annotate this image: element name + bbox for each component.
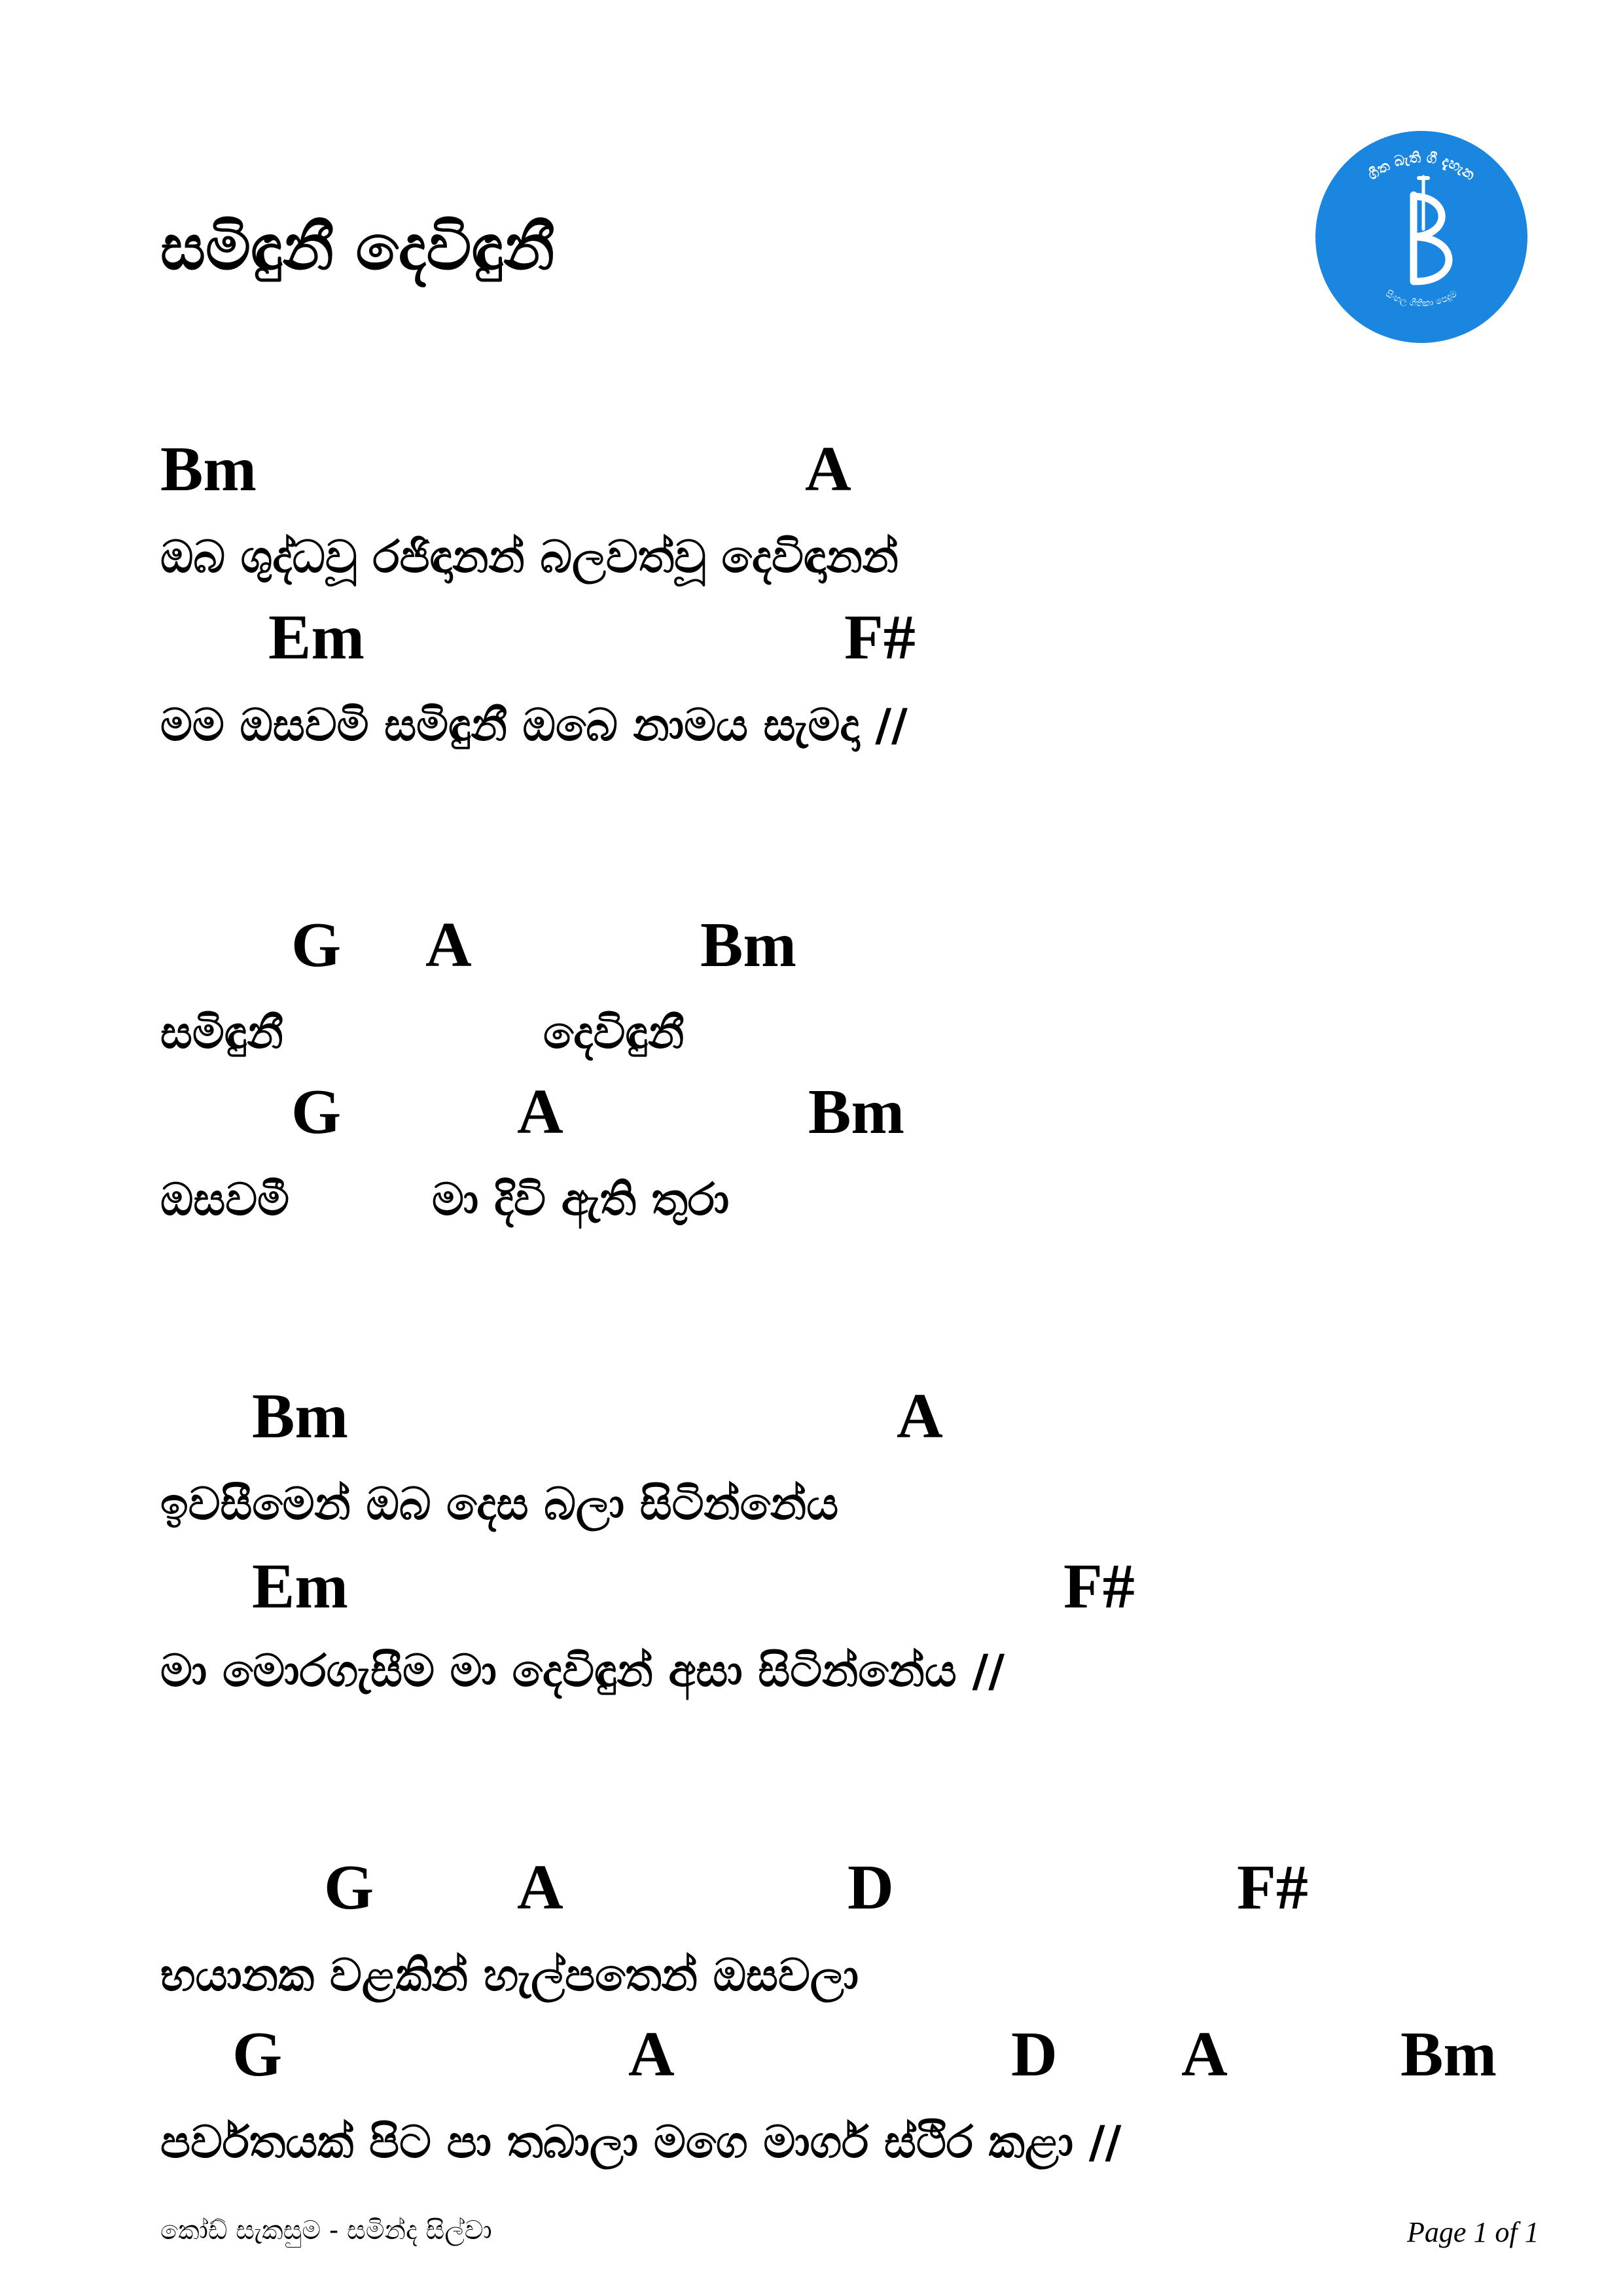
chord: F# bbox=[1237, 1852, 1308, 1923]
lyric-text: පර්වතයක් පිට පා තබාලා මගෙ මාර්ග ස්ථිර කළා // bbox=[160, 2117, 1122, 2168]
footer-credit: කෝඩ් සැකසුම - සමින්ද සිල්වා bbox=[160, 2215, 492, 2246]
chord: A bbox=[425, 910, 472, 980]
chord: A bbox=[897, 1381, 943, 1452]
chord: Bm bbox=[1400, 2019, 1497, 2090]
lyric-text: මා මොරගැසීම මා දෙවිඳුන් අසා සිටින්නේය // bbox=[160, 1645, 1005, 1697]
chord: D bbox=[847, 1852, 894, 1923]
logo-arc-bottom-text: සිංහල ගීතිකා පෙදුම bbox=[1383, 288, 1459, 310]
lyric-text: භයානක වළකින් හැල්පතෙන් ඔසවලා bbox=[160, 1950, 859, 2001]
chord: Em bbox=[268, 602, 365, 673]
song-title: සමිඳුනී දෙවිඳුනී bbox=[160, 211, 555, 284]
chord: A bbox=[1181, 2019, 1228, 2090]
chord: F# bbox=[844, 602, 916, 673]
logo bbox=[1315, 131, 1527, 343]
chord: A bbox=[628, 2019, 675, 2090]
lyric-text: මම ඔසවමි සමිඳුනී ඔබෙ නාමය සැමදා // bbox=[160, 700, 908, 751]
logo-arc-top-text: ගීත බැති ගී දැහැන bbox=[1364, 149, 1478, 184]
chord: Bm bbox=[252, 1381, 348, 1452]
lyric-text: දෙවිඳුනී bbox=[543, 1007, 685, 1059]
page-number: Page 1 of 1 bbox=[1407, 2216, 1539, 2248]
lyric-text: ඔසවමී bbox=[160, 1174, 290, 1226]
chord: Bm bbox=[808, 1077, 904, 1147]
chord: A bbox=[517, 1077, 563, 1147]
lyric-text: ඉවසීමෙන් ඔබ දෙස බලා සිටින්නේය bbox=[160, 1479, 839, 1530]
chord: Bm bbox=[160, 434, 257, 505]
chord: G bbox=[232, 2019, 283, 2090]
lyric-text: ඔබ ශුද්ධවූ රජිඳානන් බලවත්වූ දෙවිඳානන් bbox=[160, 531, 899, 583]
chord: Bm bbox=[700, 910, 796, 980]
lyric-text: මා දිවි ඇති තුරා bbox=[432, 1174, 730, 1226]
chord: A bbox=[517, 1852, 563, 1923]
chord: G bbox=[324, 1852, 374, 1923]
lyric-text: සමිඳුනී bbox=[160, 1007, 283, 1059]
chord: G bbox=[291, 910, 342, 980]
chord: D bbox=[1011, 2019, 1058, 2090]
chord: A bbox=[805, 434, 851, 505]
chord: F# bbox=[1063, 1551, 1135, 1622]
chord: G bbox=[291, 1077, 342, 1147]
chord: Em bbox=[252, 1551, 348, 1622]
